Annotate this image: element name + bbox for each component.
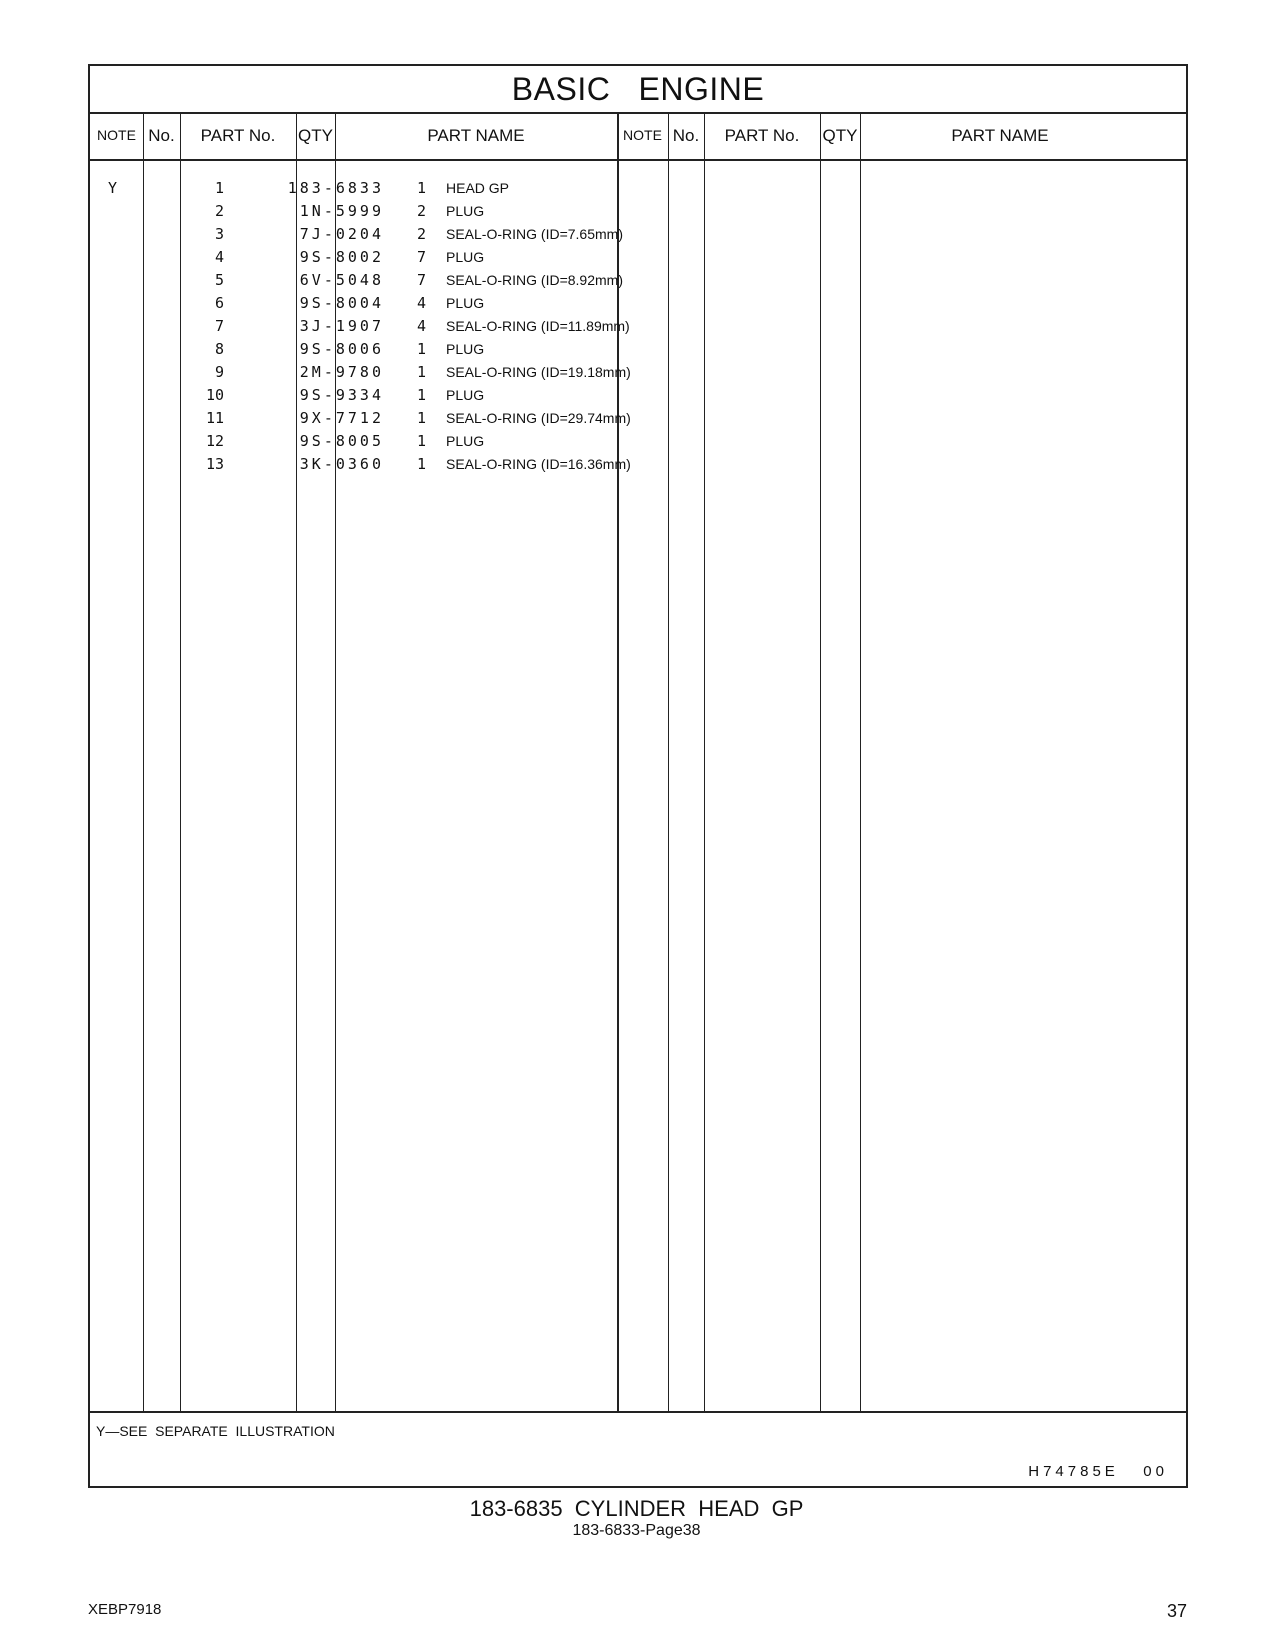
quantity-cell: 7 (416, 271, 426, 289)
item-number-cell: 2 (214, 202, 224, 220)
note-cell (108, 430, 148, 453)
header-qty-left: QTY (298, 126, 333, 145)
table-row (90, 430, 1186, 453)
part-number-cell: 1N-5999 (299, 202, 384, 220)
table-row (90, 338, 1186, 361)
quantity-cell: 1 (416, 455, 426, 473)
note-cell: Y (108, 179, 118, 197)
item-number-cell: 7 (214, 317, 224, 335)
item-number-cell: 3 (214, 225, 224, 243)
part-name-cell: PLUG (446, 203, 485, 219)
note-cell (108, 200, 148, 223)
quantity-cell: 1 (416, 363, 426, 381)
item-number-cell: 4 (214, 248, 224, 266)
header-note-right: NOTE (623, 127, 662, 143)
part-name-cell: SEAL-O-RING (ID=16.36mm) (446, 456, 631, 472)
item-number-cell: 1 (214, 179, 224, 197)
table-row (90, 453, 1186, 476)
item-number-cell: 6 (214, 294, 224, 312)
group-subcaption: 183-6833-Page38 (572, 1522, 701, 1539)
table-row (90, 223, 1186, 246)
note-cell (108, 315, 148, 338)
part-number-cell: 3J-1907 (299, 317, 384, 335)
quantity-cell: 2 (416, 225, 426, 243)
part-name-cell: PLUG (446, 341, 485, 357)
parts-list-sheet (88, 64, 1188, 1488)
part-name-cell: SEAL-O-RING (ID=29.74mm) (446, 410, 631, 426)
part-name-cell: HEAD GP (446, 180, 510, 196)
item-number-cell: 9 (214, 363, 224, 381)
note-cell (108, 453, 148, 476)
table-row (90, 177, 1186, 200)
table-row (90, 384, 1186, 407)
quantity-cell: 1 (416, 432, 426, 450)
note-cell (108, 407, 148, 430)
item-number-cell: 13 (205, 455, 224, 473)
part-number-cell: 9S-8002 (299, 248, 384, 266)
note-cell (108, 223, 148, 246)
header-no-right: No. (672, 126, 700, 145)
part-number-cell: 9X-7712 (299, 409, 384, 427)
item-number-cell: 5 (214, 271, 224, 289)
part-number-cell: 9S-8005 (299, 432, 384, 450)
header-note-left: NOTE (97, 127, 136, 143)
part-name-cell: SEAL-O-RING (ID=8.92mm) (446, 272, 623, 288)
quantity-cell: 1 (416, 386, 426, 404)
part-name-cell: PLUG (446, 433, 485, 449)
table-row (90, 361, 1186, 384)
sheet-footer (90, 1411, 1186, 1486)
footnote: Y—SEE SEPARATE ILLUSTRATION (96, 1423, 335, 1439)
note-cell (108, 384, 148, 407)
header-no-left: No. (148, 126, 175, 145)
header-part-name-left: PART NAME (427, 126, 525, 145)
part-number-cell: 3K-0360 (299, 455, 384, 473)
table-row (90, 315, 1186, 338)
part-number-cell: 9S-8004 (299, 294, 384, 312)
quantity-cell: 1 (416, 409, 426, 427)
header-qty-right: QTY (822, 126, 858, 145)
quantity-cell: 4 (416, 317, 426, 335)
note-cell (108, 292, 148, 315)
group-caption: 183-6835 CYLINDER HEAD GP (469, 1496, 804, 1521)
note-cell (108, 338, 148, 361)
item-number-cell: 12 (205, 432, 224, 450)
header-part-no-left: PART No. (200, 126, 276, 145)
document-code: H74785E 00 (1028, 1463, 1168, 1480)
table-row (90, 269, 1186, 292)
table-row (90, 200, 1186, 223)
quantity-cell: 1 (416, 179, 426, 197)
part-name-cell: PLUG (446, 295, 485, 311)
column-header-row (90, 112, 1186, 161)
part-number-cell: 183-6833 (287, 179, 384, 197)
header-part-name-right: PART NAME (951, 126, 1049, 145)
note-cell (108, 269, 148, 292)
part-number-cell: 7J-0204 (299, 225, 384, 243)
table-row (90, 246, 1186, 269)
item-number-cell: 8 (214, 340, 224, 358)
quantity-cell: 1 (416, 340, 426, 358)
page-number: 37 (1166, 1601, 1187, 1621)
part-name-cell: SEAL-O-RING (ID=19.18mm) (446, 364, 631, 380)
sheet-title: BASIC ENGINE (90, 66, 1186, 114)
part-name-cell: PLUG (446, 387, 485, 403)
item-number-cell: 10 (205, 386, 224, 404)
quantity-cell: 2 (416, 202, 426, 220)
part-number-cell: 6V-5048 (299, 271, 384, 289)
publication-number: XEBP7918 (88, 1601, 162, 1618)
part-number-cell: 9S-9334 (299, 386, 384, 404)
part-number-cell: 2M-9780 (299, 363, 384, 381)
part-name-cell: PLUG (446, 249, 485, 265)
table-row (90, 292, 1186, 315)
note-cell (108, 246, 148, 269)
header-part-no-right: PART No. (724, 126, 800, 145)
part-number-cell: 9S-8006 (299, 340, 384, 358)
table-row (90, 407, 1186, 430)
part-name-cell: SEAL-O-RING (ID=11.89mm) (446, 318, 630, 334)
part-name-cell: SEAL-O-RING (ID=7.65mm) (446, 226, 623, 242)
quantity-cell: 4 (416, 294, 426, 312)
item-number-cell: 11 (205, 409, 224, 427)
note-cell (108, 361, 148, 384)
quantity-cell: 7 (416, 248, 426, 266)
